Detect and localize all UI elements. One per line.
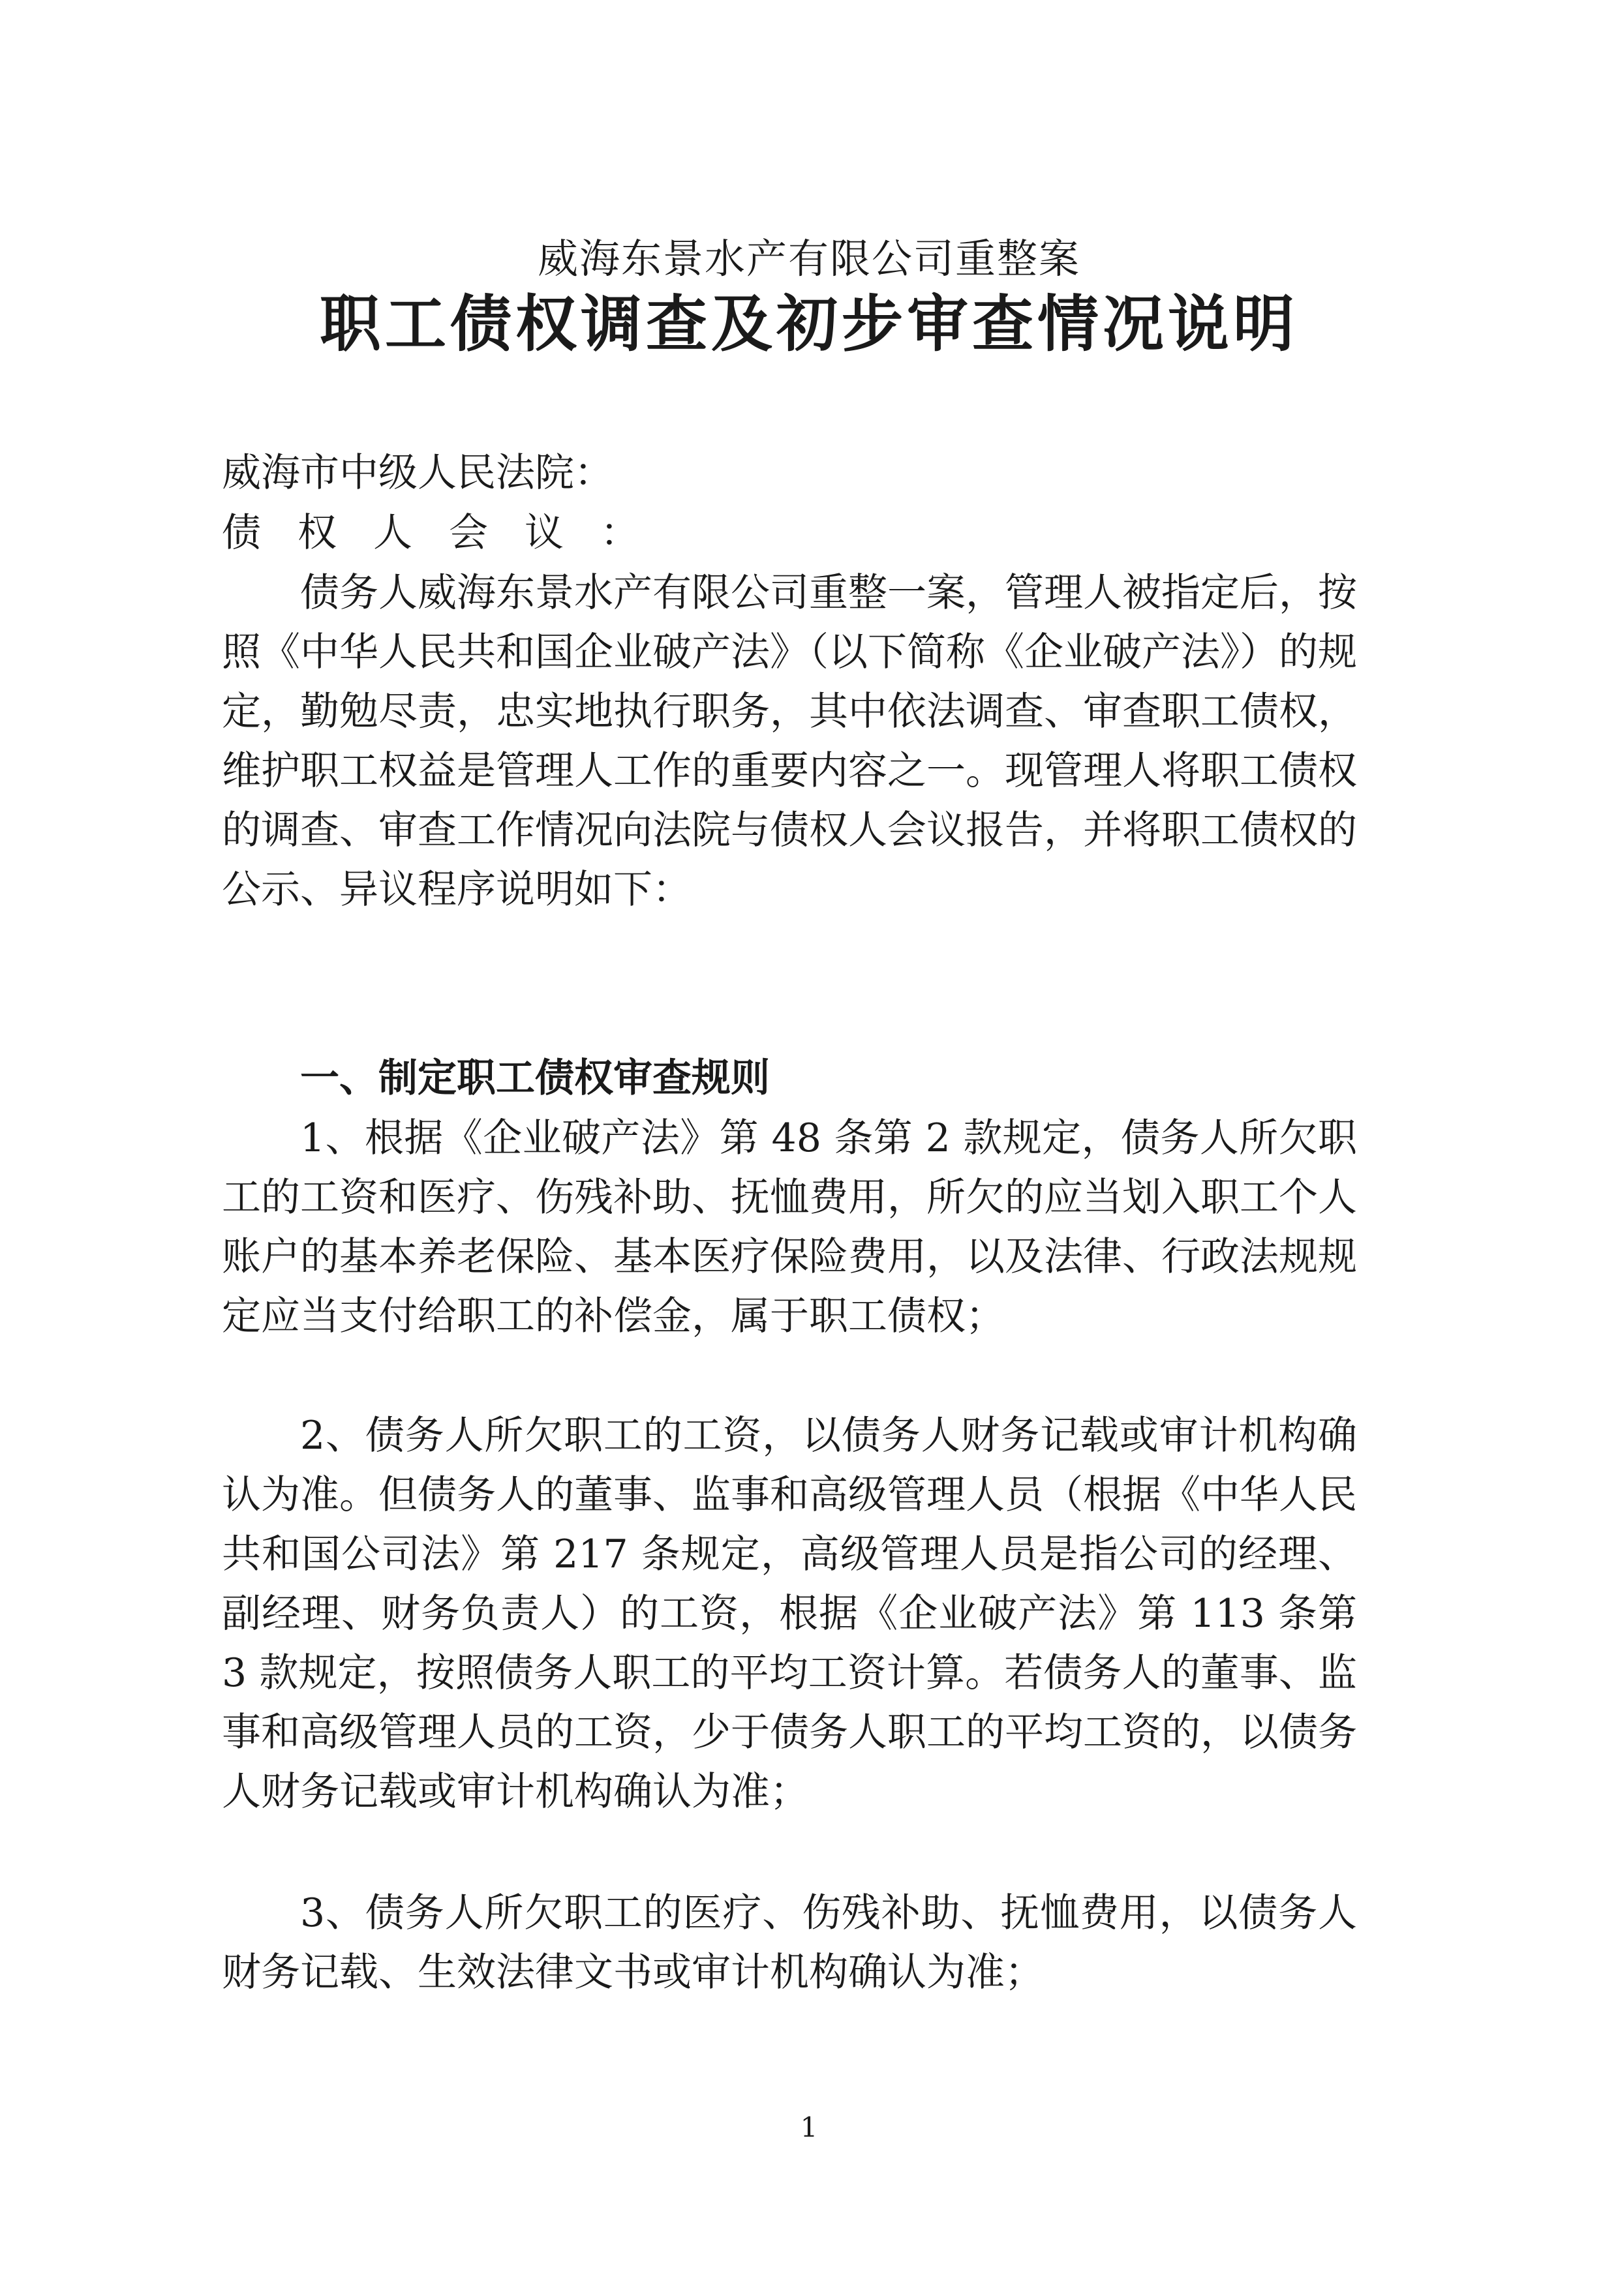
document-subtitle: 威海东景水产有限公司重整案 bbox=[537, 235, 1080, 282]
section-1-body-2 bbox=[222, 1406, 1357, 1822]
rule-item-3: 3、债务人所欠职工的医疗、伤残补助、抚恤费用，以债务人财务记载、生效法律文书或审计机构确认为准； bbox=[222, 1890, 1357, 1995]
page-number: 1 bbox=[800, 2111, 818, 2143]
section-1-heading: 一、制定职工债权审查规则 bbox=[300, 1055, 770, 1101]
document-title: 职工债权调查及初步审查情况说明 bbox=[319, 288, 1298, 360]
section-1-body-3 bbox=[222, 1884, 1357, 2002]
addressee-creditors-meeting: 债权人会议： bbox=[222, 510, 676, 556]
section-1-body bbox=[222, 1109, 1357, 1346]
addressee-court: 威海市中级人民法院： bbox=[222, 450, 613, 496]
rule-item-2: 2、债务人所欠职工的工资，以债务人财务记载或审计机构确认为准。但债务人的董事、监事和高级管理人员（根据《中华人民共和国公司法》第 217 条规定，高级管理人员是指公司的经理、副经理、财务负责人）的工资，根据《企业破产法》第 113 条第 3 款规定，按照债务人职工的平均工资计算。若债务人的董事、监事和高级管理人员的工资，少于债务人职工的平均工资的，以债务人财务记载或审计机构确认为准； bbox=[222, 1413, 1357, 1815]
intro-paragraph: 债务人威海东景水产有限公司重整一案，管理人被指定后，按照《中华人民共和国企业破产法》（以下简称《企业破产法》）的规定，勤勉尽责，忠实地执行职务，其中依法调查、审查职工债权，维护职工权益是管理人工作的重要内容之一。现管理人将职工债权的调查、审查工作情况向法院与债权人会议报告，并将职工债权的公示、异议程序说明如下： bbox=[222, 570, 1357, 913]
rule-item-1: 1、根据《企业破产法》第 48 条第 2 款规定，债务人所欠职工的工资和医疗、伤残补助、抚恤费用，所欠的应当划入职工个人账户的基本养老保险、基本医疗保险费用，以及法律、行政法规规定应当支付给职工的补偿金，属于职工债权； bbox=[222, 1115, 1357, 1339]
intro-section bbox=[222, 564, 1357, 920]
